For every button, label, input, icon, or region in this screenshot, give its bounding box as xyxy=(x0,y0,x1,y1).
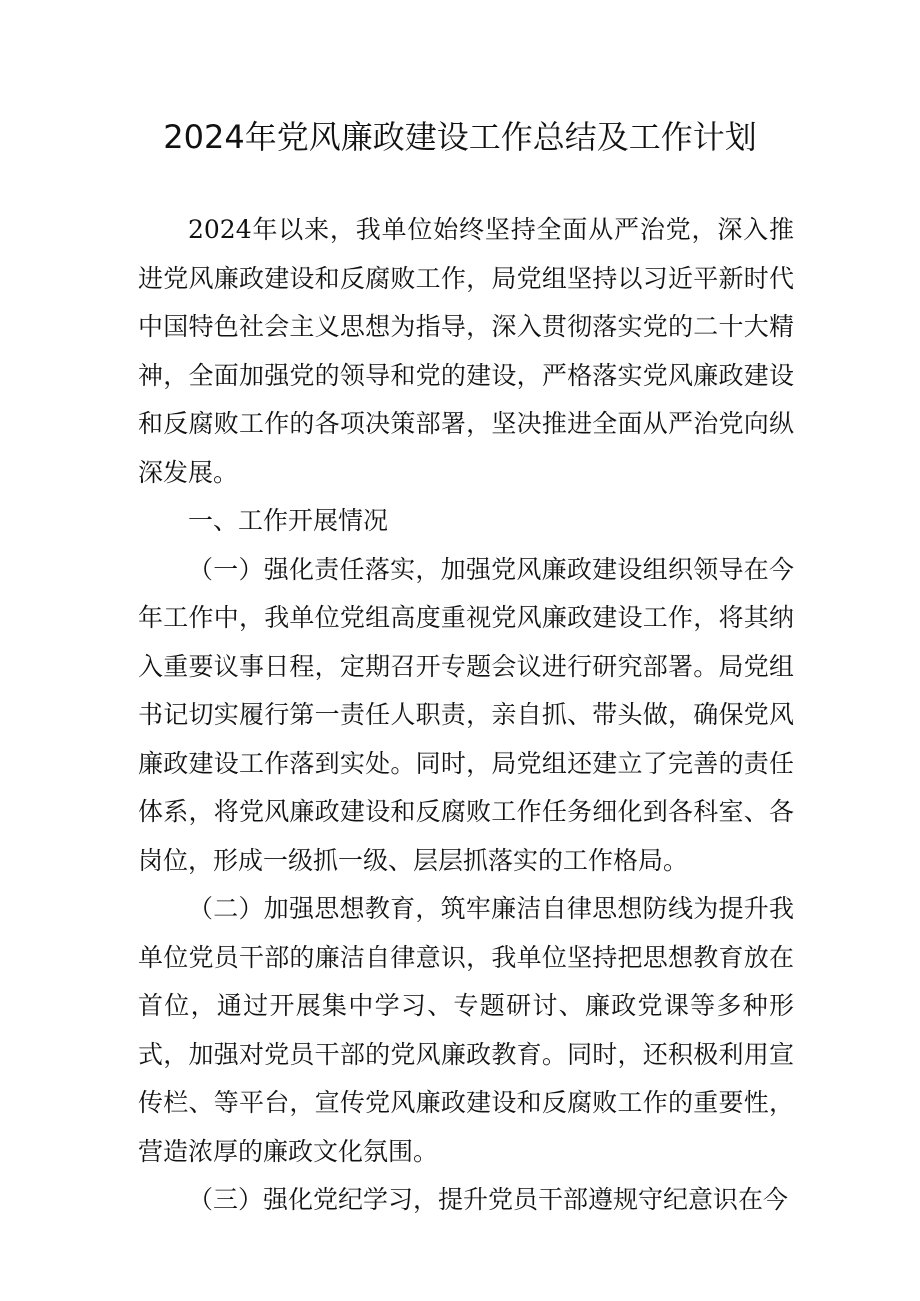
intro-paragraph: 2024年以来，我单位始终坚持全面从严治党，深入推进党风廉政建设和反腐败工作，局党组坚持以习近平新时代中国特色社会主义思想为指导，深入贯彻落实党的二十大精神，全面加强党的领导和党的建设，严格落实党风廉政建设和反腐败工作的各项决策部署，坚决推进全面从严治党向纵深发展。 xyxy=(138,215,794,487)
document-title: 2024年党风廉政建设工作总结及工作计划 xyxy=(163,118,757,156)
subsection-paragraph-3: （三）强化党纪学习，提升党员干部遵规守纪意识在今 xyxy=(188,1185,789,1214)
subsection-paragraph-1: （一）强化责任落实，加强党风廉政建设组织领导在今年工作中，我单位党组高度重视党风廉政建设工作，将其纳入重要议事日程，定期召开专题会议进行研究部署。局党组书记切实履行第一责任人职责，亲自抓、带头做，确保党风廉政建设工作落到实处。同时，局党组还建立了完善的责任体系，将党风廉政建设和反腐败工作任务细化到各科室、各岗位，形成一级抓一级、层层抓落实的工作格局。 xyxy=(138,554,794,875)
section-heading-1: 一、工作开展情况 xyxy=(188,506,389,535)
subsection-paragraph-2: （二）加强思想教育，筑牢廉洁自律思想防线为提升我单位党员干部的廉洁自律意识，我单位坚持把思想教育放在首位，通过开展集中学习、专题研讨、廉政党课等多种形式，加强对党员干部的党风廉政教育。同时，还积极利用宣传栏、等平台，宣传党风廉政建设和反腐败工作的重要性，营造浓厚的廉政文化氛围。 xyxy=(138,894,794,1166)
document-body xyxy=(138,206,794,1225)
